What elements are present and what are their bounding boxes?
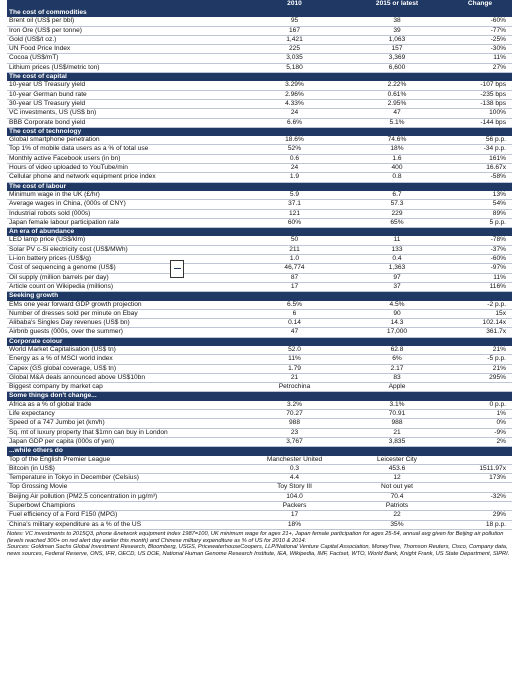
section-header-row (7, 392, 512, 401)
value-2010: 37.1 (243, 200, 346, 209)
change-value: 21% (448, 346, 512, 355)
table-row (7, 282, 512, 291)
value-2015: Not out yet (346, 483, 448, 492)
sources-text: Sources: Goldman Sachs Global Investment Research, Bloomberg, USGS, PricewaterhouseCoopers, LLP/National Venture Capital Association, MoneyTree, Thomson Reuters, Cisco, Company data, news sources, Federal Reserve, ONS, IFR, OECD, US DOE, National Human Genome Research Institute, IEA, Wikipedia, IMF, Factset, WTO, World Bank, Knight Frank, US State Department, SIPRI. (7, 544, 510, 557)
row-label: Global smartphone penetration (7, 136, 243, 145)
table-row (7, 118, 512, 127)
value-2015: 83 (346, 373, 448, 382)
row-label: Cost of sequencing a genome (US$) (7, 264, 243, 273)
table-row (7, 328, 512, 337)
value-2010: 6 (243, 309, 346, 318)
section-header-row (7, 228, 512, 237)
change-value: 100% (448, 109, 512, 118)
value-2015: 47 (346, 109, 448, 118)
row-label: Average wages in China, (000s of CNY) (7, 200, 243, 209)
row-label: Energy as a % of MSCI world index (7, 355, 243, 364)
row-label: Japan female labour participation rate (7, 218, 243, 227)
value-2010: 46,774 (243, 264, 346, 273)
value-2015: 2.22% (346, 81, 448, 90)
table-row (7, 483, 512, 492)
table-row (7, 218, 512, 227)
table-row (7, 383, 512, 392)
row-label: Oil supply (million barrels per day) (7, 273, 243, 282)
row-label: LED lamp price (US$/klm) (7, 236, 243, 245)
value-2015: 0.4 (346, 255, 448, 264)
change-value: -5 p.p. (448, 355, 512, 364)
change-value: 361.7x (448, 328, 512, 337)
row-label: Monthly active Facebook users (in bn) (7, 154, 243, 163)
change-value: 21% (448, 364, 512, 373)
value-2015: 4.5% (346, 301, 448, 310)
value-2010: 95 (243, 17, 346, 26)
value-2010: 0.3 (243, 464, 346, 473)
change-value: -144 bps (448, 118, 512, 127)
table-row (7, 63, 512, 72)
change-value: 295% (448, 373, 512, 382)
row-label: Superbowl Champions (7, 502, 243, 511)
header-2015: 2015 or latest (346, 0, 448, 9)
row-label: Cellular phone and network equipment price index (7, 173, 243, 182)
value-2015: 400 (346, 164, 448, 173)
change-value: 1511.97x (448, 464, 512, 473)
value-2015: 22 (346, 511, 448, 520)
footnotes (7, 531, 512, 557)
value-2010: 5.9 (243, 191, 346, 200)
value-2015: 0.61% (346, 90, 448, 99)
value-2015: 1,363 (346, 264, 448, 273)
change-value: -58% (448, 173, 512, 182)
change-value: -107 bps (448, 81, 512, 90)
change-value: -2 p.p. (448, 301, 512, 310)
table-row (7, 355, 512, 364)
change-value: -235 bps (448, 90, 512, 99)
table-row (7, 301, 512, 310)
value-2010: 70.27 (243, 410, 346, 419)
value-2015: Apple (346, 383, 448, 392)
table-row (7, 45, 512, 54)
value-2010: 17 (243, 511, 346, 520)
table-row (7, 456, 512, 465)
table-row (7, 90, 512, 99)
value-2010: 47 (243, 328, 346, 337)
change-value: 0% (448, 419, 512, 428)
header-change: Change (448, 0, 512, 9)
row-label: Capex (GS global coverage, US$ tn) (7, 364, 243, 373)
section-header-row (7, 447, 512, 456)
value-2015: 1,063 (346, 35, 448, 44)
row-label: VC investments, US (US$ bn) (7, 109, 243, 118)
value-2010: 0.14 (243, 319, 346, 328)
value-2010: Petrochina (243, 383, 346, 392)
table-row (7, 264, 512, 273)
row-label: Bitcoin (in US$) (7, 464, 243, 473)
table-row (7, 191, 512, 200)
change-value: -77% (448, 26, 512, 35)
table-row (7, 17, 512, 26)
value-2010: 21 (243, 373, 346, 382)
value-2015: 70.91 (346, 410, 448, 419)
header-2010: 2010 (243, 0, 346, 9)
table-row (7, 273, 512, 282)
row-label: Top of the English Premier League (7, 456, 243, 465)
value-2015: 38 (346, 17, 448, 26)
section-title: The cost of commodities (7, 9, 512, 17)
value-2015: 97 (346, 273, 448, 282)
row-label: Speed of a 747 Jumbo jet (km/h) (7, 419, 243, 428)
change-value: -30% (448, 45, 512, 54)
change-value: 13% (448, 191, 512, 200)
minus-icon (174, 268, 181, 269)
value-2015: 6,600 (346, 63, 448, 72)
row-label: Top Grossing Movie (7, 483, 243, 492)
change-value: 173% (448, 474, 512, 483)
change-value (448, 483, 512, 492)
table-row (7, 346, 512, 355)
change-value: 18 p.p. (448, 520, 512, 529)
value-2010: 50 (243, 236, 346, 245)
value-2015: 2.95% (346, 99, 448, 108)
header-label (7, 0, 243, 9)
section-header-row (7, 337, 512, 346)
change-value: -97% (448, 264, 512, 273)
table-row (7, 511, 512, 520)
change-value: -25% (448, 35, 512, 44)
value-2010: 0.6 (243, 154, 346, 163)
value-2010: Manchester United (243, 456, 346, 465)
value-2010: Packers (243, 502, 346, 511)
value-2015: 35% (346, 520, 448, 529)
table-row (7, 309, 512, 318)
value-2010: 121 (243, 209, 346, 218)
row-label: Minimum wage in the UK (£/hr) (7, 191, 243, 200)
value-2010: 6.6% (243, 118, 346, 127)
row-label: Lithium prices (US$/metric ton) (7, 63, 243, 72)
value-2010: 52.0 (243, 346, 346, 355)
comparison-table (7, 0, 512, 530)
change-value: -9% (448, 428, 512, 437)
value-2010: 211 (243, 245, 346, 254)
row-label: Number of dresses sold per minute on Ebay (7, 309, 243, 318)
value-2010: 24 (243, 164, 346, 173)
value-2015: 229 (346, 209, 448, 218)
table-body (7, 9, 512, 529)
change-value: 15x (448, 309, 512, 318)
value-2015: 0.8 (346, 173, 448, 182)
table-row (7, 401, 512, 410)
change-value: 0 p.p. (448, 401, 512, 410)
table-row (7, 492, 512, 501)
value-2010: Toy Story III (243, 483, 346, 492)
change-value: 54% (448, 200, 512, 209)
row-label: Japan GDP per capita (000s of yen) (7, 437, 243, 446)
value-2010: 4.4 (243, 474, 346, 483)
row-label: Global M&A deals announced above US$10bn (7, 373, 243, 382)
table-row (7, 136, 512, 145)
change-value: -60% (448, 255, 512, 264)
section-header-row (7, 9, 512, 17)
notes-text: Notes: VC investments to 2015Q3, phone &network equipment index 1987=100, UK minimum wage for ages 21+, Japan female participation for ages 25-54, annual avg given for Beijing air pollution (levels reached 300+ on red alert day earlier this month) and Chinese military expenditure as % of US for 2010 & 2014. (7, 530, 504, 544)
value-2015: 90 (346, 309, 448, 318)
row-label: UN Food Price Index (7, 45, 243, 54)
value-2010: 3.2% (243, 401, 346, 410)
value-2015: 2.17 (346, 364, 448, 373)
value-2015: 57.3 (346, 200, 448, 209)
change-value (448, 502, 512, 511)
value-2010: 60% (243, 218, 346, 227)
change-value: 161% (448, 154, 512, 163)
table-row (7, 54, 512, 63)
value-2010: 17 (243, 282, 346, 291)
value-2015: 453.6 (346, 464, 448, 473)
section-title: An era of abundance (7, 228, 512, 237)
value-2010: 87 (243, 273, 346, 282)
value-2015: 70.4 (346, 492, 448, 501)
change-value: 116% (448, 282, 512, 291)
row-label: 10-year US Treasury yield (7, 81, 243, 90)
section-title: The cost of labour (7, 182, 512, 191)
change-value: 16.67x (448, 164, 512, 173)
table-row (7, 81, 512, 90)
value-2010: 1.9 (243, 173, 346, 182)
value-2010: 4.33% (243, 99, 346, 108)
change-value: 102.14x (448, 319, 512, 328)
value-2015: 62.8 (346, 346, 448, 355)
collapse-toggle[interactable] (170, 260, 184, 278)
change-value: -34 p.p. (448, 145, 512, 154)
row-label: World Market Capitalisation (US$ tn) (7, 346, 243, 355)
table-row (7, 26, 512, 35)
section-header-row (7, 127, 512, 136)
row-label: Solar PV c-Si electricity cost (US$/MWh) (7, 245, 243, 254)
table-row (7, 428, 512, 437)
value-2010: 18% (243, 520, 346, 529)
section-title: Some things don't change... (7, 392, 512, 401)
row-label: Article count on Wikipedia (millions) (7, 282, 243, 291)
row-label: Fuel efficiency of a Ford F150 (MPG) (7, 511, 243, 520)
value-2010: 18.6% (243, 136, 346, 145)
row-label: Cocoa (US$/mT) (7, 54, 243, 63)
value-2010: 225 (243, 45, 346, 54)
table-row (7, 364, 512, 373)
row-label: 30-year US Treasury yield (7, 99, 243, 108)
change-value: -32% (448, 492, 512, 501)
value-2015: 39 (346, 26, 448, 35)
change-value: 56 p.p. (448, 136, 512, 145)
table-header-row (7, 0, 512, 9)
table-row (7, 99, 512, 108)
table-row (7, 474, 512, 483)
change-value: 11% (448, 273, 512, 282)
value-2010: 24 (243, 109, 346, 118)
change-value: 1% (448, 410, 512, 419)
table-row (7, 502, 512, 511)
section-header-row (7, 73, 512, 82)
section-title: Seeking growth (7, 292, 512, 301)
row-label: Temperature in Tokyo in December (Celsius) (7, 474, 243, 483)
change-value: -78% (448, 236, 512, 245)
row-label: Li-ion battery prices (US$/g) (7, 255, 243, 264)
change-value: 29% (448, 511, 512, 520)
change-value (448, 383, 512, 392)
row-label: Brent oil (US$ per bbl) (7, 17, 243, 26)
value-2010: 104.0 (243, 492, 346, 501)
table-row (7, 437, 512, 446)
value-2015: Patriots (346, 502, 448, 511)
row-label: Biggest company by market cap (7, 383, 243, 392)
value-2015: 5.1% (346, 118, 448, 127)
value-2015: 157 (346, 45, 448, 54)
table-row (7, 255, 512, 264)
section-title: The cost of technology (7, 127, 512, 136)
row-label: EMs one year forward GDP growth projection (7, 301, 243, 310)
value-2010: 23 (243, 428, 346, 437)
row-label: Hours of video uploaded to YouTube/min (7, 164, 243, 173)
value-2010: 5,180 (243, 63, 346, 72)
table-row (7, 373, 512, 382)
value-2010: 2.96% (243, 90, 346, 99)
value-2015: 21 (346, 428, 448, 437)
row-label: Airbnb guests (000s, over the summer) (7, 328, 243, 337)
table-row (7, 154, 512, 163)
table-row (7, 520, 512, 529)
table-row (7, 236, 512, 245)
value-2015: 65% (346, 218, 448, 227)
value-2015: 1.6 (346, 154, 448, 163)
table-row (7, 245, 512, 254)
value-2015: 11 (346, 236, 448, 245)
value-2015: 6% (346, 355, 448, 364)
section-title: The cost of capital (7, 73, 512, 82)
section-title: ...while others do (7, 447, 512, 456)
value-2015: 133 (346, 245, 448, 254)
value-2015: 3,835 (346, 437, 448, 446)
value-2015: 18% (346, 145, 448, 154)
value-2015: 12 (346, 474, 448, 483)
value-2010: 3.29% (243, 81, 346, 90)
section-title: Corporate colour (7, 337, 512, 346)
table-row (7, 319, 512, 328)
row-label: BBB Corporate bond yield (7, 118, 243, 127)
value-2015: 17,000 (346, 328, 448, 337)
table-row (7, 35, 512, 44)
value-2015: 3.1% (346, 401, 448, 410)
row-label: Top 1% of mobile data users as a % of total use (7, 145, 243, 154)
table-row (7, 145, 512, 154)
change-value (448, 456, 512, 465)
section-header-row (7, 182, 512, 191)
value-2015: 6.7 (346, 191, 448, 200)
value-2015: 14.3 (346, 319, 448, 328)
table-row (7, 173, 512, 182)
table-row (7, 464, 512, 473)
change-value: 89% (448, 209, 512, 218)
value-2010: 3,035 (243, 54, 346, 63)
row-label: Beijing Air pollution (PM2.5 concentration in μg/m³) (7, 492, 243, 501)
value-2015: 988 (346, 419, 448, 428)
table-row (7, 410, 512, 419)
row-label: Life expectancy (7, 410, 243, 419)
value-2010: 1,421 (243, 35, 346, 44)
value-2010: 6.5% (243, 301, 346, 310)
value-2010: 167 (243, 26, 346, 35)
row-label: Alibaba's Singles Day revenues (US$ bn) (7, 319, 243, 328)
value-2015: 37 (346, 282, 448, 291)
change-value: 5 p.p. (448, 218, 512, 227)
table-row (7, 209, 512, 218)
commodities-comparison-document (7, 0, 512, 557)
row-label: Africa as a % of global trade (7, 401, 243, 410)
change-value: -37% (448, 245, 512, 254)
section-header-row (7, 292, 512, 301)
value-2010: 3,767 (243, 437, 346, 446)
row-label: 10-year German bund rate (7, 90, 243, 99)
change-value: -138 bps (448, 99, 512, 108)
table-row (7, 109, 512, 118)
value-2015: Leicester City (346, 456, 448, 465)
change-value: 27% (448, 63, 512, 72)
value-2010: 1.0 (243, 255, 346, 264)
value-2010: 1.79 (243, 364, 346, 373)
row-label: China's military expenditure as a % of the US (7, 520, 243, 529)
value-2015: 3,369 (346, 54, 448, 63)
value-2010: 11% (243, 355, 346, 364)
row-label: Industrial robots sold (000s) (7, 209, 243, 218)
row-label: Iron Ore (US$ per tonne) (7, 26, 243, 35)
value-2015: 74.6% (346, 136, 448, 145)
table-row (7, 200, 512, 209)
row-label: Gold (US$/t oz.) (7, 35, 243, 44)
row-label: Sq. mt of luxury property that $1mn can buy in London (7, 428, 243, 437)
value-2010: 988 (243, 419, 346, 428)
table-row (7, 164, 512, 173)
table-row (7, 419, 512, 428)
change-value: 11% (448, 54, 512, 63)
change-value: 2% (448, 437, 512, 446)
change-value: -60% (448, 17, 512, 26)
value-2010: 52% (243, 145, 346, 154)
